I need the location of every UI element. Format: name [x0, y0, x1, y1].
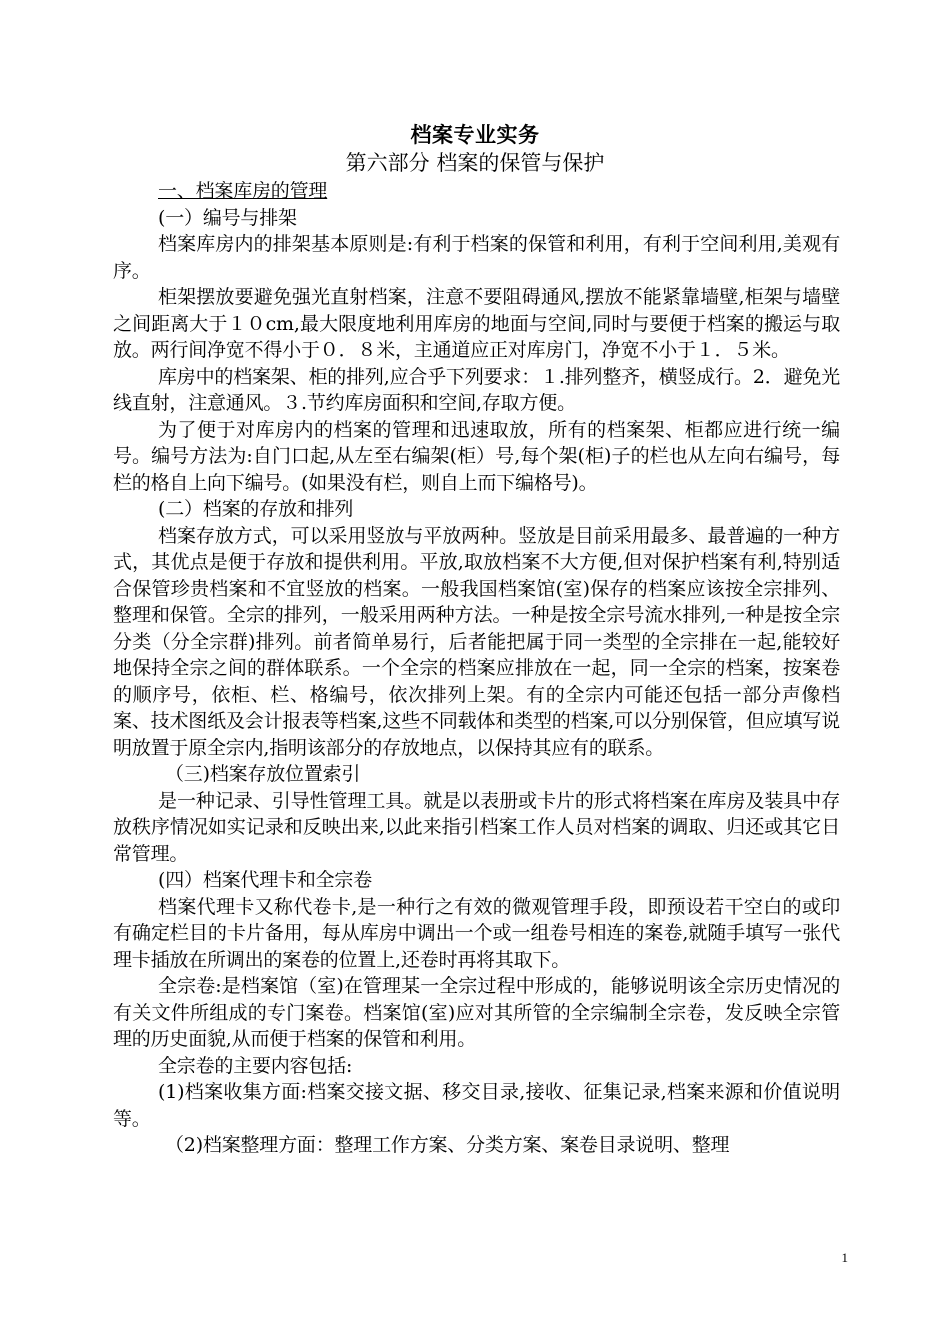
section-heading-text: 一、档案库房的管理: [158, 180, 328, 202]
paragraph-4: 为了便于对库房内的档案的管理和迅速取放，所有的档案架、柜都应进行统一编号。编号方法为:自门口起,从左至右编架(柜）号,每个架(柜)子的栏也从左向右编号，每栏的格自上向下编号。(如果没有栏，则自上而下编格号)。: [113, 418, 840, 494]
subsection-heading-2: (二）档案的存放和排列: [158, 498, 354, 520]
paragraph-2: 柜架摆放要避免强光直射档案，注意不要阻碍通风,摆放不能紧靠墙壁,柜架与墙壁之间距离大于１０cm,最大限度地利用库房的地面与空间,同时与要便于档案的搬运与取放。两行间净宽不得小于０．８米，主通道应正对库房门，净宽不小于１．５米。: [113, 286, 840, 361]
subsection-heading-4: (四）档案代理卡和全宗卷: [158, 869, 373, 891]
document-title: 档案专业实务: [410, 122, 540, 147]
paragraph-10: (1)档案收集方面:档案交接文据、移交目录,接收、征集记录,档案来源和价值说明等。: [113, 1081, 840, 1130]
section-heading: [113, 178, 840, 205]
document-body: [113, 178, 840, 1159]
paragraph-6: 是一种记录、引导性管理工具。就是以表册或卡片的形式将档案在库房及装具中存放秩序情况如实记录和反映出来,以此来指引档案工作人员对档案的调取、归还或其它日常管理。: [113, 789, 840, 865]
paragraph-11: （2)档案整理方面：整理工作方案、分类方案、案卷目录说明、整理: [165, 1134, 730, 1156]
paragraph-1: 档案库房内的排架基本原则是:有利于档案的保管和利用，有利于空间利用,美观有序。: [113, 233, 840, 282]
paragraph-7: 档案代理卡又称代卷卡,是一种行之有效的微观管理手段，即预设若干空白的或印有确定栏目的卡片备用，每从库房中调出一个或一组卷号相连的案卷,就随手填写一张代理卡插放在所调出的案卷的位置上,还卷时再将其取下。: [113, 895, 840, 971]
subsection-heading-3: （三)档案存放位置索引: [165, 763, 361, 785]
subsection-heading-1: (一）编号与排架: [158, 206, 297, 229]
paragraph-9: 全宗卷的主要内容包括:: [158, 1054, 353, 1077]
paragraph-5: 档案存放方式，可以采用竖放与平放两种。竖放是目前采用最多、最普遍的一种方式，其优点是便于存放和提供利用。平放,取放档案不大方便,但对保护档案有利,特别适合保管珍贵档案和不宜竖放的档案。一般我国档案馆(室)保存的档案应该按全宗排列、整理和保管。全宗的排列，一般采用两种方法。一种是按全宗号流水排列,一种是按全宗分类（分全宗群)排列。前者简单易行，后者能把属于同一类型的全宗排在一起,能较好地保持全宗之间的群体联系。一个全宗的档案应排放在一起，同一全宗的档案，按案卷的顺序号，依柜、栏、格编号，依次排列上架。有的全宗内可能还包括一部分声像档案、技术图纸及会计报表等档案,这些不同载体和类型的档案,可以分别保管，但应填写说明放置于原全宗内,指明该部分的存放地点，以保持其应有的联系。: [113, 524, 840, 759]
paragraph-8: 全宗卷:是档案馆（室)在管理某一全宗过程中形成的，能够说明该全宗历史情况的有关文件所组成的专门案卷。档案馆(室)应对其所管的全宗编制全宗卷，发反映全宗管理的历史面貌,从而便于档案的保管和利用。: [113, 975, 840, 1050]
page-number: 1: [841, 1250, 848, 1265]
document-subtitle: 第六部分 档案的保管与保护: [345, 151, 605, 175]
paragraph-3: 库房中的档案架、柜的排列,应合乎下列要求：１.排列整齐，横竖成行。2．避免光线直射，注意通风。３.节约库房面积和空间,存取方便。: [113, 365, 840, 414]
